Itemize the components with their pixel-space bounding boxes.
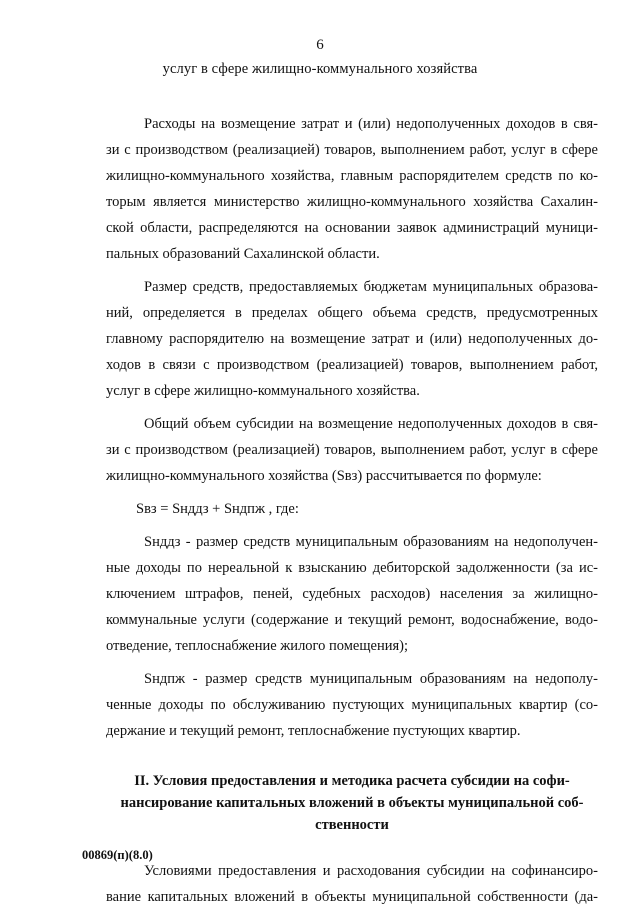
paragraph-line: услуг в сфере жилищно-коммунального хозяйства. xyxy=(106,383,420,399)
paragraph-line: держание и текущий ремонт, теплоснабжение пустующих квартир. xyxy=(106,723,521,739)
document-body xyxy=(106,111,598,910)
paragraph-line: ные доходы по нереальной к взысканию дебиторской задолженности (за ис- xyxy=(106,560,598,576)
heading-line: нансирование капитальных вложений в объекты муниципальной соб- xyxy=(120,795,584,811)
paragraph-line: коммунальные услуги (содержание и текущий ремонт, водоснабжение, водо- xyxy=(106,612,598,628)
section-heading xyxy=(106,770,598,836)
heading-line: II. Условия предоставления и методика расчета субсидии на софи- xyxy=(134,773,570,789)
paragraph-line: ходов в связи с производством (реализацией) товаров, выполнением работ, xyxy=(106,357,598,373)
definition-snddz xyxy=(106,529,598,659)
running-head: услуг в сфере жилищно-коммунального хозяйства xyxy=(162,61,478,77)
paragraph-line: Расходы на возмещение затрат и (или) недополученных доходов в свя- xyxy=(144,116,598,132)
paragraph-line: торым является министерство жилищно-коммунального хозяйства Сахалин- xyxy=(106,194,598,210)
paragraph-line: зи с производством (реализацией) товаров, выполнением работ, услуг в сфере xyxy=(106,442,598,458)
paragraph-line: Общий объем субсидии на возмещение недополученных доходов в свя- xyxy=(144,416,598,432)
heading-line: ственности xyxy=(315,817,389,833)
paragraph-line: Sнддз - размер средств муниципальным образованиям на недополучен- xyxy=(144,534,598,550)
paragraph-line: ний, определяется в пределах общего объема средств, предусмотренных xyxy=(106,305,598,321)
paragraph-line: пальных образований Сахалинской области. xyxy=(106,246,380,262)
formula: Sвз = Sнддз + Sндпж , где: xyxy=(136,501,299,517)
paragraph-expenses xyxy=(106,111,598,267)
paragraph-line: Условиями предоставления и расходования субсидии на софинансиро- xyxy=(144,863,598,879)
document-code: 00869(п)(8.0) xyxy=(82,848,153,862)
paragraph-line: жилищно-коммунального хозяйства, главным распорядителем средств по ко- xyxy=(106,168,598,184)
paragraph-line: главному распорядителю на возмещение затрат и (или) недополученных до- xyxy=(106,331,598,347)
paragraph-line: ключением штрафов, пеней, судебных расходов) населения за жилищно- xyxy=(106,586,598,602)
paragraph-line: ской области, распределяются на основании заявок администраций муници- xyxy=(106,220,598,236)
paragraph-line: отведение, теплоснабжение жилого помещения); xyxy=(106,638,409,654)
paragraph-funds-size xyxy=(106,274,598,404)
page-number: 6 xyxy=(316,37,324,53)
paragraph-conditions xyxy=(106,858,598,910)
paragraph-line: зи с производством (реализацией) товаров, выполнением работ, услуг в сфере xyxy=(106,142,598,158)
paragraph-line: ченные доходы по обслуживанию пустующих муниципальных квартир (со- xyxy=(106,697,598,713)
paragraph-line: Sндпж - размер средств муниципальным образованиям на недополу- xyxy=(144,671,598,687)
definition-sndpzh xyxy=(106,666,598,744)
paragraph-total-subsidy xyxy=(106,411,598,489)
paragraph-line: вание капитальных вложений в объекты муниципальной собственности (да- xyxy=(106,889,598,905)
paragraph-line: жилищно-коммунального хозяйства (Sвз) рассчитывается по формуле: xyxy=(106,468,542,484)
paragraph-line: Размер средств, предоставляемых бюджетам муниципальных образова- xyxy=(144,279,598,295)
